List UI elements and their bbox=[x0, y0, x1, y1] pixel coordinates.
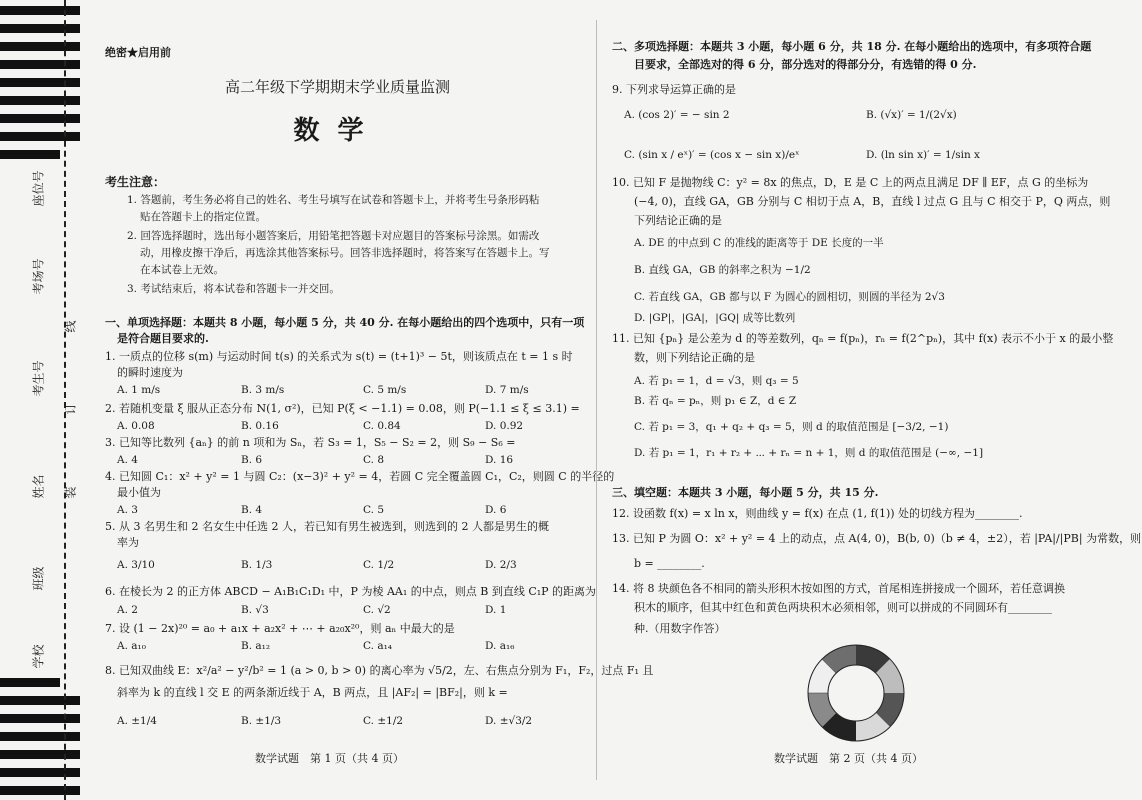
q7-option-c: C. a₁₄ bbox=[363, 640, 393, 652]
question-14-cont: 积木的顺序，但其中红色和黄色两块积木必须相邻，则可以拼成的不同圆环有________ bbox=[634, 601, 1052, 614]
question-9: 9. 下列求导运算正确的是 bbox=[612, 83, 736, 96]
section1-heading: 一、单项选择题：本题共 8 小题，每小题 5 分，共 40 分. 在每小题给出的四个选项中，只有一项 bbox=[105, 316, 585, 329]
q7-option-b: B. a₁₂ bbox=[241, 640, 271, 652]
section2-heading: 二、多项选择题：本题共 3 小题，每小题 6 分，共 18 分. 在每小题给出的选项中，有多项符合题 bbox=[612, 40, 1092, 53]
binding-strip bbox=[0, 0, 86, 800]
q10-option-d: D. |GP|，|GA|，|GQ| 成等比数列 bbox=[634, 312, 796, 324]
ring-figure bbox=[806, 643, 906, 743]
barcode-bar bbox=[0, 96, 80, 105]
question-12: 12. 设函数 f(x) = x ln x，则曲线 y = f(x) 在点 (1, f(1)) 处的切线方程为________. bbox=[612, 507, 1023, 520]
q11-option-b: B. 若 qₙ = pₙ，则 p₁ ∈ Z，d ∈ Z bbox=[634, 395, 797, 407]
question-2: 2. 若随机变量 ξ 服从正态分布 N(1, σ²)，已知 P(ξ < −1.1) = 0.08，则 P(−1.1 ≤ ξ ≤ 3.1) = bbox=[105, 402, 580, 415]
question-10-cont: (−4, 0)，直线 GA，GB 分别与 C 相切于点 A，B，直线 l 过点 G 且与 C 相交于 P，Q 两点，则 bbox=[634, 195, 1111, 208]
q3-option-b: B. 6 bbox=[241, 454, 263, 466]
notice-title: 考生注意： bbox=[105, 175, 166, 189]
notice-line: 动，用橡皮擦干净后，再选涂其他答案标号。回答非选择题时，将答案写在答题卡上。写 bbox=[140, 247, 550, 259]
q1-option-a: A. 1 m/s bbox=[117, 384, 161, 396]
barcode-bar bbox=[0, 678, 60, 687]
q5-option-b: B. 1/3 bbox=[241, 559, 273, 571]
q8-option-b: B. ±1/3 bbox=[241, 715, 282, 727]
question-14-cont: 种.（用数字作答） bbox=[634, 622, 726, 635]
confidential-mark: 绝密★启用前 bbox=[105, 46, 171, 59]
q6-option-a: A. 2 bbox=[117, 604, 138, 616]
question-3: 3. 已知等比数列 {aₙ} 的前 n 项和为 Sₙ，若 S₃ = 1，S₅ − S₂ = 2，则 S₉ − S₆ = bbox=[105, 436, 516, 449]
section3-heading: 三、填空题：本题共 3 小题，每小题 5 分，共 15 分. bbox=[612, 486, 879, 499]
question-1-cont: 的瞬时速度为 bbox=[117, 366, 183, 379]
barcode-bar bbox=[0, 78, 80, 87]
page-footer-1: 数学试题 第 1 页（共 4 页） bbox=[255, 752, 404, 765]
q9-option-c: C. (sin x / eˣ)′ = (cos x − sin x)/eˣ bbox=[624, 149, 800, 161]
question-8-cont: 斜率为 k 的直线 l 交 E 的两条渐近线于 A，B 两点，且 |AF₂| = |BF₂|，则 k = bbox=[117, 686, 508, 699]
q1-option-c: C. 5 m/s bbox=[363, 384, 407, 396]
name-label: 姓名 bbox=[31, 474, 46, 499]
q8-option-d: D. ±√3/2 bbox=[485, 715, 533, 727]
q10-option-b: B. 直线 GA，GB 的斜率之积为 −1/2 bbox=[634, 264, 811, 276]
q5-option-d: D. 2/3 bbox=[485, 559, 517, 571]
question-1: 1. 一质点的位移 s(m) 与运动时间 t(s) 的关系式为 s(t) = (t+1)³ − 5t，则该质点在 t = 1 s 时 bbox=[105, 350, 573, 363]
q6-option-c: C. √2 bbox=[363, 604, 391, 616]
ring-inner-edge bbox=[828, 665, 884, 721]
question-11-cont: 数，则下列结论正确的是 bbox=[634, 351, 755, 364]
cut-word-bind: 订 bbox=[63, 402, 78, 415]
question-5-cont: 率为 bbox=[117, 536, 139, 549]
barcode-bar bbox=[0, 114, 80, 123]
q2-option-c: C. 0.84 bbox=[363, 420, 401, 432]
q10-option-c: C. 若直线 GA，GB 都与以 F 为圆心的圆相切，则圆的半径为 2√3 bbox=[634, 291, 945, 303]
notice-line: 1. 答题前，考生务必将自己的姓名、考生号填写在试卷和答题卡上，并将考生号条形码粘 bbox=[127, 194, 540, 206]
barcode-bar bbox=[0, 696, 80, 705]
barcode-bar bbox=[0, 42, 80, 51]
q9-option-a: A. (cos 2)′ = − sin 2 bbox=[624, 109, 730, 121]
section2-heading-cont: 目要求，全部选对的得 6 分，部分选对的得部分分，有选错的得 0 分. bbox=[634, 58, 977, 71]
cut-word-install: 装 bbox=[63, 486, 78, 499]
q11-option-d: D. 若 p₁ = 1，r₁ + r₂ + ⋯ + rₙ = n + 1，则 d 的取值范围是 (−∞, −1] bbox=[634, 447, 984, 459]
q2-option-a: A. 0.08 bbox=[117, 420, 155, 432]
q3-option-d: D. 16 bbox=[485, 454, 514, 466]
page-footer-2: 数学试题 第 2 页（共 4 页） bbox=[774, 752, 923, 765]
q1-option-b: B. 3 m/s bbox=[241, 384, 285, 396]
subject-title: 数学 bbox=[293, 116, 382, 146]
question-8: 8. 已知双曲线 E：x²/a² − y²/b² = 1 (a > 0, b > 0) 的离心率为 √5/2，左、右焦点分别为 F₁，F₂，过点 F₁ 且 bbox=[105, 664, 654, 677]
question-10-cont: 下列结论正确的是 bbox=[634, 214, 722, 227]
q4-option-a: A. 3 bbox=[117, 504, 138, 516]
q3-option-c: C. 8 bbox=[363, 454, 385, 466]
barcode-bar bbox=[0, 60, 80, 69]
q9-option-b: B. (√x)′ = 1/(2√x) bbox=[866, 109, 957, 121]
notice-line: 3. 考试结束后，将本试卷和答题卡一并交回。 bbox=[127, 283, 340, 295]
barcode-bar bbox=[0, 714, 80, 723]
q2-option-b: B. 0.16 bbox=[241, 420, 279, 432]
barcode-bar bbox=[0, 150, 60, 159]
q8-option-a: A. ±1/4 bbox=[117, 715, 157, 727]
question-13: 13. 已知 P 为圆 O：x² + y² = 4 上的动点，点 A(4, 0)，B(b, 0)（b ≠ 4，±2），若 |PA|/|PB| 为常数，则 bbox=[612, 532, 1142, 545]
cut-word-line: 线 bbox=[63, 320, 78, 333]
class-label: 班级 bbox=[31, 566, 46, 591]
q4-option-d: D. 6 bbox=[485, 504, 507, 516]
q11-option-c: C. 若 p₁ = 3，q₁ + q₂ + q₃ = 5，则 d 的取值范围是 [−3/2, −1) bbox=[634, 421, 949, 433]
q5-option-a: A. 3/10 bbox=[117, 559, 155, 571]
page-divider bbox=[596, 20, 597, 780]
q4-option-b: B. 4 bbox=[241, 504, 263, 516]
q3-option-a: A. 4 bbox=[117, 454, 138, 466]
exam-title: 高二年级下学期期末学业质量监测 bbox=[224, 78, 450, 96]
school-label: 学校 bbox=[31, 644, 46, 669]
question-4: 4. 已知圆 C₁：x² + y² = 1 与圆 C₂：(x−3)² + y² = 4，若圆 C 完全覆盖圆 C₁，C₂，则圆 C 的半径的 bbox=[105, 470, 615, 483]
q11-option-a: A. 若 p₁ = 1，d = √3，则 q₃ = 5 bbox=[634, 375, 799, 387]
barcode-bar bbox=[0, 24, 80, 33]
q8-option-c: C. ±1/2 bbox=[363, 715, 404, 727]
question-4-cont: 最小值为 bbox=[117, 486, 161, 499]
question-7: 7. 设 (1 − 2x)²⁰ = a₀ + a₁x + a₂x² + ⋯ + a₂₀x²⁰，则 aₙ 中最大的是 bbox=[105, 622, 455, 635]
q2-option-d: D. 0.92 bbox=[485, 420, 524, 432]
q5-option-c: C. 1/2 bbox=[363, 559, 395, 571]
notice-line: 在本试卷上无效。 bbox=[140, 264, 224, 276]
section1-heading-cont: 是符合题目要求的. bbox=[117, 332, 209, 345]
seat-number-label: 座位号 bbox=[31, 170, 46, 207]
question-6: 6. 在棱长为 2 的正方体 ABCD − A₁B₁C₁D₁ 中，P 为棱 AA₁ 的中点，则点 B 到直线 C₁P 的距离为 bbox=[105, 585, 597, 598]
question-14: 14. 将 8 块颜色各不相同的箭头形积木按如图的方式，首尾相连拼接成一个圆环，若任意调换 bbox=[612, 582, 1065, 595]
question-10: 10. 已知 F 是抛物线 C：y² = 8x 的焦点，D，E 是 C 上的两点且满足 DF ∥ EF，点 G 的坐标为 bbox=[612, 176, 1089, 189]
q7-option-a: A. a₁₀ bbox=[117, 640, 146, 652]
cut-line bbox=[64, 0, 66, 800]
q6-option-d: D. 1 bbox=[485, 604, 507, 616]
notice-line: 贴在答题卡上的指定位置。 bbox=[140, 211, 266, 223]
q1-option-d: D. 7 m/s bbox=[485, 384, 529, 396]
q4-option-c: C. 5 bbox=[363, 504, 385, 516]
barcode-bar bbox=[0, 6, 80, 15]
barcode-bar bbox=[0, 132, 80, 141]
barcode-bar bbox=[0, 750, 80, 759]
question-11: 11. 已知 {pₙ} 是公差为 d 的等差数列，qₙ = f(pₙ)，rₙ = f(2^pₙ)，其中 f(x) 表示不小于 x 的最小整 bbox=[612, 332, 1114, 345]
barcode-bar bbox=[0, 768, 80, 777]
exam-room-label: 考场号 bbox=[31, 258, 46, 295]
barcode-bar bbox=[0, 732, 80, 741]
question-5: 5. 从 3 名男生和 2 名女生中任选 2 人，若已知有男生被选到，则选到的 2 人都是男生的概 bbox=[105, 520, 549, 533]
q10-option-a: A. DE 的中点到 C 的准线的距离等于 DE 长度的一半 bbox=[634, 237, 884, 249]
notice-line: 2. 回答选择题时，选出每小题答案后，用铅笔把答题卡对应题目的答案标号涂黑。如需改 bbox=[127, 230, 540, 242]
q7-option-d: D. a₁₆ bbox=[485, 640, 515, 652]
left-page bbox=[95, 0, 654, 800]
question-13-cont: b = ________. bbox=[634, 557, 705, 570]
q6-option-b: B. √3 bbox=[241, 604, 269, 616]
q9-option-d: D. (ln sin x)′ = 1/sin x bbox=[866, 149, 980, 161]
barcode-bar bbox=[0, 786, 80, 795]
candidate-number-label: 考生号 bbox=[31, 360, 46, 397]
